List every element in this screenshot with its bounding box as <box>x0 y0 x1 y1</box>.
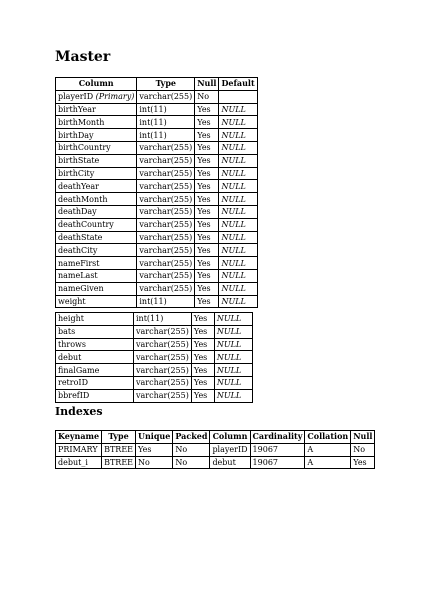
column-name-cell <box>56 269 137 282</box>
column-null-cell: Yes <box>191 364 214 377</box>
index-cell: No <box>351 443 375 456</box>
indexes-header-cell: Cardinality <box>250 431 305 444</box>
column-name-cell <box>56 313 134 326</box>
column-name-cell <box>56 389 134 402</box>
column-name: birthDay <box>58 130 94 140</box>
indexes-header-cell: Unique <box>136 431 173 444</box>
column-type-cell: varchar(255) <box>134 389 192 402</box>
index-cell: BTREE <box>102 443 136 456</box>
column-type-cell: varchar(255) <box>134 338 192 351</box>
column-name-cell <box>56 295 137 308</box>
column-name: birthCountry <box>58 143 111 153</box>
column-default-cell: NULL <box>219 295 257 308</box>
index-cell: No <box>136 456 173 469</box>
column-name: weight <box>58 296 86 306</box>
column-row <box>56 154 258 167</box>
column-row <box>56 338 253 351</box>
column-row <box>56 364 253 377</box>
primary-key-marker: (Primary) <box>95 92 135 102</box>
column-name: birthState <box>58 156 100 166</box>
column-name: nameFirst <box>58 258 100 268</box>
index-cell: debut <box>210 456 250 469</box>
index-cell: 19067 <box>250 456 305 469</box>
column-default-cell <box>219 90 257 103</box>
column-name-cell <box>56 154 137 167</box>
column-null-cell: Yes <box>195 269 219 282</box>
indexes-header-cell: Column <box>210 431 250 444</box>
columns-header-row <box>56 78 258 91</box>
column-row <box>56 180 258 193</box>
column-name-cell <box>56 351 134 364</box>
index-cell: No <box>173 456 210 469</box>
column-null-cell: Yes <box>195 129 219 142</box>
column-name-cell <box>56 364 134 377</box>
column-name: deathMonth <box>58 194 108 204</box>
column-type-cell: int(11) <box>134 313 192 326</box>
column-null-cell: Yes <box>195 244 219 257</box>
column-default-cell: NULL <box>219 205 257 218</box>
column-type-cell: varchar(255) <box>137 205 195 218</box>
column-default-cell: NULL <box>219 154 257 167</box>
column-name: bats <box>58 327 76 337</box>
column-name: nameLast <box>58 271 98 281</box>
column-default-cell: NULL <box>219 180 257 193</box>
index-cell: Yes <box>136 443 173 456</box>
column-row <box>56 325 253 338</box>
column-type-cell: int(11) <box>137 116 195 129</box>
column-default-cell: NULL <box>214 364 252 377</box>
column-type-cell: varchar(255) <box>137 282 195 295</box>
column-null-cell: Yes <box>195 103 219 116</box>
column-row <box>56 205 258 218</box>
indexes-header-cell: Type <box>102 431 136 444</box>
index-cell: BTREE <box>102 456 136 469</box>
column-type-cell: varchar(255) <box>137 231 195 244</box>
column-name: deathYear <box>58 181 99 191</box>
column-default-cell: NULL <box>214 376 252 389</box>
column-null-cell: Yes <box>195 205 219 218</box>
column-row <box>56 389 253 402</box>
column-type-cell: varchar(255) <box>134 364 192 377</box>
column-default-cell: NULL <box>214 338 252 351</box>
column-type-cell: varchar(255) <box>137 154 195 167</box>
column-name: deathState <box>58 232 103 242</box>
columns-table-part-1 <box>55 77 258 308</box>
column-name-cell <box>56 325 134 338</box>
column-type-cell: int(11) <box>137 103 195 116</box>
header-type: Type <box>137 78 195 91</box>
indexes-table <box>55 430 375 469</box>
column-default-cell: NULL <box>219 218 257 231</box>
column-name: playerID <box>58 92 94 102</box>
indexes-header-row <box>56 431 375 444</box>
column-name-cell <box>56 257 137 270</box>
column-row <box>56 103 258 116</box>
column-default-cell: NULL <box>219 103 257 116</box>
column-row <box>56 269 258 282</box>
column-null-cell: Yes <box>195 282 219 295</box>
column-null-cell: No <box>195 90 219 103</box>
column-default-cell: NULL <box>219 244 257 257</box>
index-cell: 19067 <box>250 443 305 456</box>
column-row <box>56 193 258 206</box>
column-name-cell <box>56 193 137 206</box>
column-row <box>56 129 258 142</box>
index-row <box>56 443 375 456</box>
column-type-cell: varchar(255) <box>137 167 195 180</box>
column-default-cell: NULL <box>219 269 257 282</box>
column-row <box>56 141 258 154</box>
column-name-cell <box>56 90 137 103</box>
column-type-cell: int(11) <box>137 295 195 308</box>
column-name: birthYear <box>58 104 96 114</box>
column-default-cell: NULL <box>219 167 257 180</box>
column-name-cell <box>56 141 137 154</box>
column-name: retroID <box>58 378 88 388</box>
column-name-cell <box>56 376 134 389</box>
column-name-cell <box>56 167 137 180</box>
columns-table-part-2 <box>55 312 253 403</box>
column-name: birthMonth <box>58 117 105 127</box>
indexes-header-cell: Null <box>351 431 375 444</box>
column-default-cell: NULL <box>219 141 257 154</box>
column-name-cell <box>56 129 137 142</box>
header-column: Column <box>56 78 137 91</box>
column-type-cell: varchar(255) <box>137 193 195 206</box>
column-null-cell: Yes <box>191 389 214 402</box>
column-null-cell: Yes <box>195 180 219 193</box>
column-default-cell: NULL <box>214 351 252 364</box>
column-name-cell <box>56 103 137 116</box>
column-null-cell: Yes <box>195 116 219 129</box>
column-null-cell: Yes <box>191 376 214 389</box>
column-name: deathCountry <box>58 220 114 230</box>
index-cell: No <box>173 443 210 456</box>
column-default-cell: NULL <box>219 231 257 244</box>
column-row <box>56 244 258 257</box>
column-null-cell: Yes <box>191 338 214 351</box>
column-name: nameGiven <box>58 284 104 294</box>
page-title: Master <box>55 49 111 65</box>
column-null-cell: Yes <box>191 351 214 364</box>
indexes-title: Indexes <box>55 405 103 418</box>
column-name: birthCity <box>58 168 95 178</box>
column-name-cell <box>56 231 137 244</box>
column-type-cell: varchar(255) <box>137 257 195 270</box>
column-name: height <box>58 314 84 324</box>
column-name-cell <box>56 338 134 351</box>
column-row <box>56 376 253 389</box>
column-default-cell: NULL <box>214 389 252 402</box>
column-row <box>56 231 258 244</box>
indexes-header-cell: Collation <box>305 431 351 444</box>
column-row <box>56 90 258 103</box>
column-default-cell: NULL <box>214 325 252 338</box>
column-default-cell: NULL <box>214 313 252 326</box>
column-null-cell: Yes <box>195 193 219 206</box>
column-row <box>56 218 258 231</box>
index-cell: Yes <box>351 456 375 469</box>
column-type-cell: varchar(255) <box>134 376 192 389</box>
column-default-cell: NULL <box>219 116 257 129</box>
column-name-cell <box>56 205 137 218</box>
column-name: bbrefID <box>58 391 90 401</box>
indexes-header-cell: Packed <box>173 431 210 444</box>
column-type-cell: int(11) <box>137 129 195 142</box>
column-row <box>56 167 258 180</box>
column-row <box>56 295 258 308</box>
index-cell: A <box>305 456 351 469</box>
column-name-cell <box>56 116 137 129</box>
column-type-cell: varchar(255) <box>134 325 192 338</box>
column-type-cell: varchar(255) <box>137 269 195 282</box>
column-name: finalGame <box>58 365 100 375</box>
column-name-cell <box>56 218 137 231</box>
column-type-cell: varchar(255) <box>137 244 195 257</box>
index-cell: PRIMARY <box>56 443 102 456</box>
column-name: deathCity <box>58 245 98 255</box>
header-default: Default <box>219 78 257 91</box>
column-null-cell: Yes <box>195 231 219 244</box>
column-type-cell: varchar(255) <box>134 351 192 364</box>
indexes-header-cell: Keyname <box>56 431 102 444</box>
column-name-cell <box>56 282 137 295</box>
column-null-cell: Yes <box>195 154 219 167</box>
column-name: debut <box>58 352 82 362</box>
column-row <box>56 313 253 326</box>
column-null-cell: Yes <box>191 325 214 338</box>
column-default-cell: NULL <box>219 193 257 206</box>
column-type-cell: varchar(255) <box>137 141 195 154</box>
column-null-cell: Yes <box>195 218 219 231</box>
column-default-cell: NULL <box>219 257 257 270</box>
column-type-cell: varchar(255) <box>137 218 195 231</box>
column-name: throws <box>58 339 86 349</box>
index-cell: A <box>305 443 351 456</box>
column-null-cell: Yes <box>195 295 219 308</box>
index-cell: debut_i <box>56 456 102 469</box>
header-null: Null <box>195 78 219 91</box>
column-row <box>56 282 258 295</box>
column-null-cell: Yes <box>195 167 219 180</box>
column-name: deathDay <box>58 207 97 217</box>
column-row <box>56 351 253 364</box>
column-name-cell <box>56 244 137 257</box>
column-type-cell: varchar(255) <box>137 90 195 103</box>
column-type-cell: varchar(255) <box>137 180 195 193</box>
column-null-cell: Yes <box>195 257 219 270</box>
column-default-cell: NULL <box>219 129 257 142</box>
column-null-cell: Yes <box>191 313 214 326</box>
column-row <box>56 116 258 129</box>
column-name-cell <box>56 180 137 193</box>
index-cell: playerID <box>210 443 250 456</box>
column-null-cell: Yes <box>195 141 219 154</box>
index-row <box>56 456 375 469</box>
column-default-cell: NULL <box>219 282 257 295</box>
column-row <box>56 257 258 270</box>
